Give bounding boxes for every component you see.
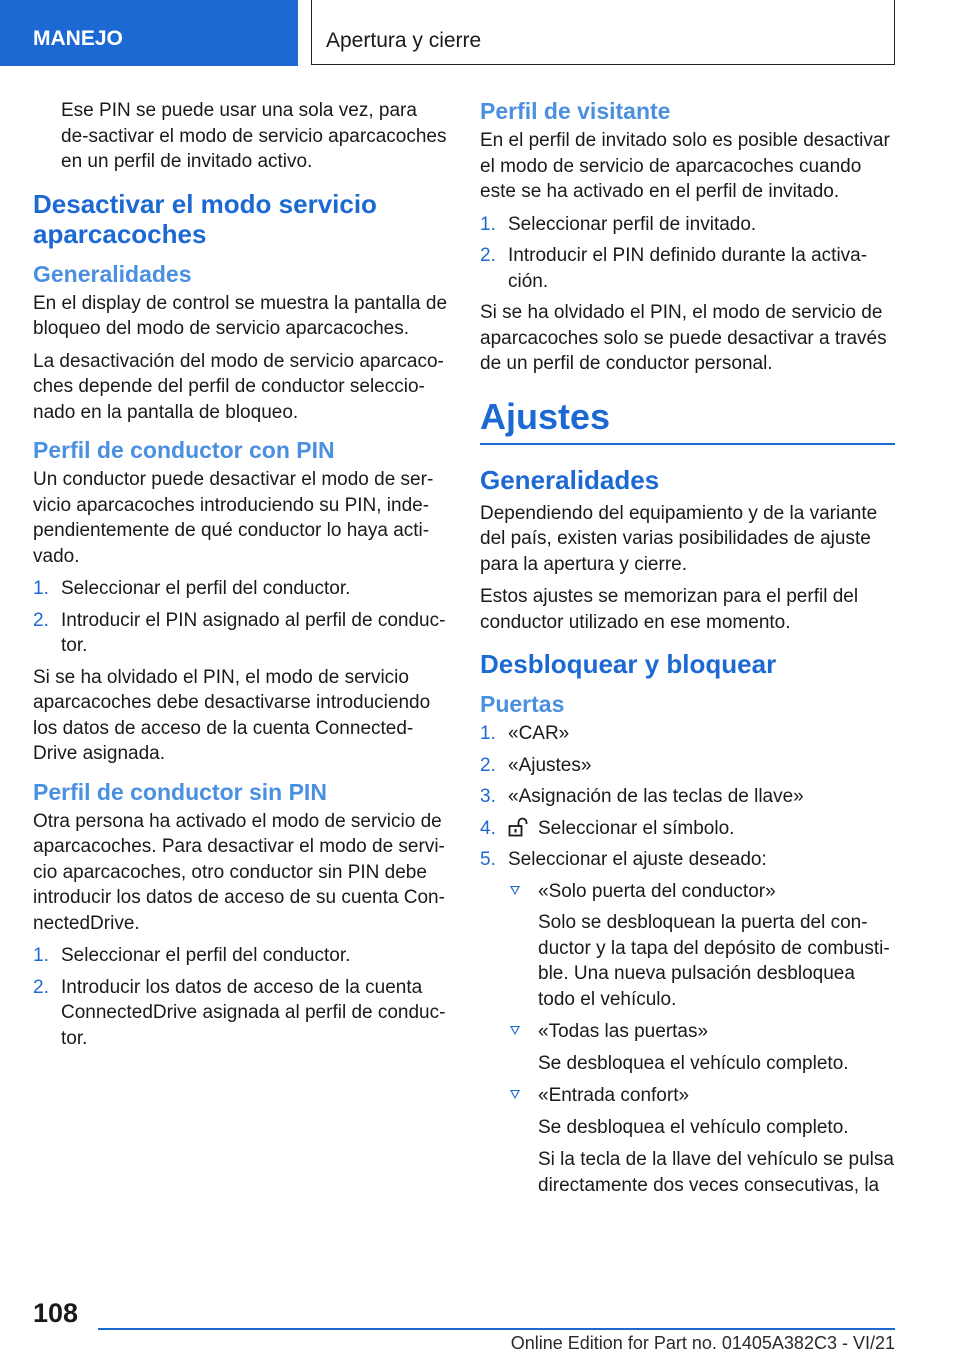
unlock-options xyxy=(480,1019,895,1045)
steps-doors xyxy=(480,721,895,873)
paragraph-settings-1: Dependiendo del equipamiento y de la variante del país, existen varias posibilidades de ajuste para la apertura y cierre. xyxy=(480,502,878,575)
unlock-options xyxy=(480,879,895,905)
left-column xyxy=(33,98,448,1057)
paragraph-visitor-forgot: Si se ha olvidado el PIN, el modo de servicio de aparcacoches solo se puede desactivar a través de un perfil de conductor personal. xyxy=(480,302,887,374)
chapter-title: Apertura y cierre xyxy=(311,0,895,65)
step-number: 1. xyxy=(33,578,49,599)
section-tab: MANEJO xyxy=(0,0,298,66)
option-label: «Entrada confort» xyxy=(538,1085,690,1106)
paragraph-general-2: La desactivación del modo de servicio aparcaco-ches depende del perfil de conductor seleccio-nado en la pantalla de bloqueo. xyxy=(33,350,444,423)
step-number: 4. xyxy=(480,817,496,839)
step-text: Seleccionar el ajuste deseado: xyxy=(508,849,767,870)
step-number: 1. xyxy=(480,213,496,235)
step-text: Introducir el PIN asignado al perfil de conduc-tor. xyxy=(61,609,446,656)
step-number: 2. xyxy=(480,754,496,776)
paragraph-with-pin: Un conductor puede desactivar el modo de ser-vicio aparcacoches introduciendo su PIN, inde-pendientemente de qué conductor lo haya acti-vado. xyxy=(33,469,434,567)
option-label: «Todas las puertas» xyxy=(538,1021,709,1042)
triangle-bullet-icon xyxy=(510,886,520,895)
paragraph-settings-2: Estos ajustes se memorizan para el perfil del conductor utilizado en ese momento. xyxy=(480,586,859,633)
step-number: 5. xyxy=(480,849,496,870)
steps-visitor xyxy=(480,212,895,295)
page-number: 108 xyxy=(33,1298,79,1328)
step-number: 2. xyxy=(33,609,49,631)
paragraph-visitor: En el perfil de invitado solo es posible desactivar el modo de servicio de aparcacoches cuando este se ha activado en el perfil de invitado. xyxy=(480,130,890,202)
list-item xyxy=(33,943,448,969)
option-description: Solo se desbloquean la puerta del con-ductor y la tapa del depósito de combusti-ble. Una nueva pulsación desbloquea todo el vehículo. xyxy=(538,912,890,1010)
heading-general-settings: Generalidades xyxy=(480,464,660,495)
steps-with-pin xyxy=(33,576,448,659)
unlock-icon xyxy=(508,817,530,837)
list-item xyxy=(33,608,448,659)
step-number: 1. xyxy=(480,723,496,744)
list-item xyxy=(480,243,895,294)
step-text: «Asignación de las teclas de llave» xyxy=(508,786,804,807)
step-text: Introducir el PIN definido durante la activa-ción. xyxy=(508,245,868,292)
steps-without-pin xyxy=(33,943,448,1051)
list-item xyxy=(33,576,448,602)
unlock-options xyxy=(480,1083,895,1109)
option-description: Se desbloquea el vehículo completo. xyxy=(538,1052,849,1074)
step-text: Seleccionar el perfil del conductor. xyxy=(61,578,351,599)
heading-profile-without-pin: Perfil de conductor sin PIN xyxy=(33,778,327,805)
list-item xyxy=(33,975,448,1052)
list-item xyxy=(480,879,895,905)
list-item xyxy=(480,1019,895,1045)
heading-profile-with-pin: Perfil de conductor con PIN xyxy=(33,437,335,463)
heading-general: Generalidades xyxy=(33,260,192,287)
step-text: Seleccionar perfil de invitado. xyxy=(508,213,757,235)
heading-unlock-lock: Desbloquear y bloquear xyxy=(480,649,777,679)
list-item xyxy=(480,212,895,238)
list-item xyxy=(480,753,895,779)
option-label: «Solo puerta del conductor» xyxy=(538,880,776,902)
triangle-bullet-icon xyxy=(510,1026,520,1035)
list-item xyxy=(480,784,895,810)
step-text: «Ajustes» xyxy=(508,754,592,776)
step-number: 1. xyxy=(33,945,49,966)
right-column xyxy=(480,98,895,1205)
footer-edition-link[interactable]: Online Edition for Part no. 01405A382C3 - VI/21 xyxy=(510,1333,895,1353)
heading-deactivate-valet: Desactivar el modo servicio aparcacoches xyxy=(33,188,377,249)
list-item xyxy=(480,721,895,747)
step-number: 3. xyxy=(480,786,496,807)
option-description: Se desbloquea el vehículo completo. xyxy=(538,1116,849,1138)
list-item xyxy=(480,847,895,873)
list-item xyxy=(480,816,895,842)
step-number: 2. xyxy=(480,245,496,266)
page-header xyxy=(0,0,960,66)
intro-paragraph: Ese PIN se puede usar una sola vez, para de-sactivar el modo de servicio aparcacoches en un perfil de invitado activo. xyxy=(61,100,447,172)
paragraph-without-pin: Otra persona ha activado el modo de servicio de aparcacoches. Para desactivar el modo de servi-cio aparcacoches, otro conductor sin PIN debe introducir los datos de acceso de su cuenta Con-nectedDrive. xyxy=(33,810,445,934)
paragraph-general-1: En el display de control se muestra la pantalla de bloqueo del modo de servicio aparcacoches. xyxy=(33,292,448,339)
paragraph-double-press: Si la tecla de la llave del vehículo se pulsa directamente dos veces consecutivas, la xyxy=(538,1149,894,1196)
step-text: Seleccionar el perfil del conductor. xyxy=(61,945,351,966)
footer-divider xyxy=(98,1328,895,1330)
triangle-bullet-icon xyxy=(510,1090,520,1099)
step-text: Seleccionar el símbolo. xyxy=(538,817,735,839)
heading-doors: Puertas xyxy=(480,691,565,717)
list-item xyxy=(480,1083,895,1109)
step-text: «CAR» xyxy=(508,723,570,744)
step-number: 2. xyxy=(33,976,49,998)
heading-settings: Ajustes xyxy=(480,395,895,445)
heading-visitor-profile: Perfil de visitante xyxy=(480,98,671,124)
step-text: Introducir los datos de acceso de la cuenta ConnectedDrive asignada al perfil de conduc-tor. xyxy=(61,976,446,1049)
paragraph-forgot-pin: Si se ha olvidado el PIN, el modo de servicio aparcacoches debe desactivarse introduciendo los datos de acceso de la cuenta Connected-Drive asignada. xyxy=(33,666,431,764)
